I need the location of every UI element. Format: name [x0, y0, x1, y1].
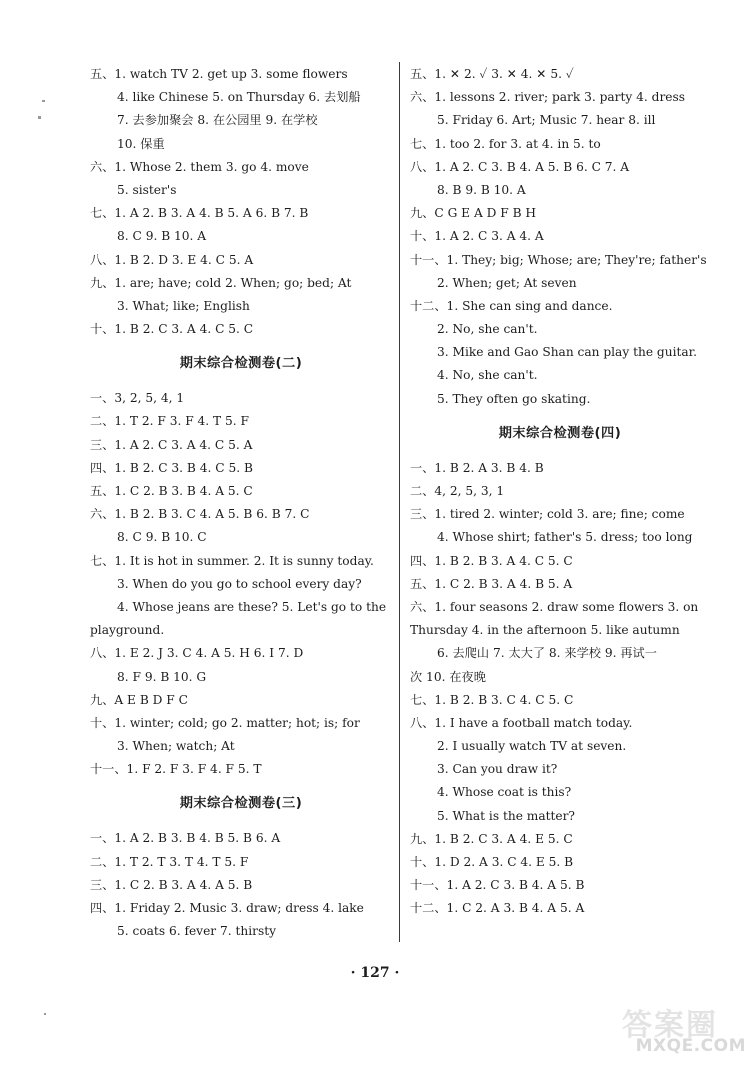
answer-line: 十一、1. They; big; Whose; are; They're; father's [410, 252, 707, 267]
answer-line: Thursday 4. in the afternoon 5. like autumn [410, 623, 680, 638]
scan-speck [42, 100, 45, 102]
answer-line: 3. When do you go to school every day? [117, 576, 362, 591]
answer-line: 三、1. C 2. B 3. A 4. A 5. B [90, 877, 253, 892]
answer-line: 九、1. B 2. C 3. A 4. E 5. C [410, 831, 573, 846]
answer-line: 六、1. B 2. B 3. C 4. A 5. B 6. B 7. C [90, 507, 310, 522]
answer-line: 6. 去爬山 7. 太大了 8. 来学校 9. 再试一 [437, 646, 657, 661]
page-number: · 127 · [350, 965, 400, 981]
answer-line: 5. What is the matter? [437, 808, 575, 823]
answer-line: 六、1. Whose 2. them 3. go 4. move [90, 159, 309, 174]
answer-line: 六、1. lessons 2. river; park 3. party 4. dress [410, 90, 685, 105]
right-column [410, 63, 710, 921]
answer-line: 4. Whose jeans are these? 5. Let's go to the [117, 599, 387, 614]
answer-line: 十一、1. F 2. F 3. F 4. F 5. T [90, 762, 262, 777]
answer-line: 九、1. are; have; cold 2. When; go; bed; At [90, 275, 352, 290]
answer-line: 4. Whose shirt; father's 5. dress; too long [437, 530, 693, 545]
answer-line: 2. I usually watch TV at seven. [437, 739, 627, 754]
answer-line: 5. They often go skating. [437, 391, 591, 406]
answer-line: 十二、1. C 2. A 3. B 4. A 5. A [410, 901, 585, 916]
answer-line: 七、1. A 2. B 3. A 4. B 5. A 6. B 7. B [90, 206, 309, 221]
answer-line: 10. 保重 [117, 136, 165, 151]
answer-line: 3. When; watch; At [117, 739, 235, 754]
answer-line: 八、1. E 2. J 3. C 4. A 5. H 6. I 7. D [90, 646, 304, 661]
answer-line: 一、1. A 2. B 3. B 4. B 5. B 6. A [90, 831, 281, 846]
answer-line: 5. Friday 6. Art; Music 7. hear 8. ill [437, 113, 656, 128]
watermark-site: MXQE.COM [635, 1036, 746, 1056]
answer-line: 二、1. T 2. F 3. F 4. T 5. F [90, 414, 250, 429]
answer-line: 十、1. B 2. C 3. A 4. C 5. C [90, 322, 254, 337]
answer-line: playground. [90, 623, 165, 638]
answer-line: 四、1. B 2. C 3. B 4. C 5. B [90, 460, 253, 475]
answer-line: 九、A E B D F C [90, 692, 188, 707]
column-divider [399, 62, 400, 942]
section-heading: 期末综合检测卷(二) [179, 356, 303, 372]
answer-line: 三、1. tired 2. winter; cold 3. are; fine; come [410, 507, 685, 522]
answer-line: 七、1. It is hot in summer. 2. It is sunny today. [90, 553, 374, 568]
answer-line: 5. sister's [117, 182, 177, 197]
section-heading: 期末综合检测卷(四) [498, 425, 622, 441]
answer-line: 一、3, 2, 5, 4, 1 [90, 391, 185, 406]
answer-line: 三、1. A 2. C 3. A 4. C 5. A [90, 437, 253, 452]
answer-line: 8. C 9. B 10. C [117, 530, 207, 545]
answer-line: 二、1. T 2. T 3. T 4. T 5. F [90, 854, 249, 869]
answer-line: 8. C 9. B 10. A [117, 229, 207, 244]
watermark-logo [618, 1000, 746, 1062]
scan-speck [38, 116, 41, 119]
answer-line: 3. Can you draw it? [437, 762, 558, 777]
answer-line: 一、1. B 2. A 3. B 4. B [410, 460, 544, 475]
answer-line: 5. coats 6. fever 7. thirsty [117, 924, 276, 939]
answer-line: 七、1. too 2. for 3. at 4. in 5. to [410, 136, 601, 151]
answer-line: 六、1. four seasons 2. draw some flowers 3. on [410, 599, 699, 614]
answer-line: 五、1. C 2. B 3. A 4. B 5. A [410, 576, 573, 591]
answer-line: 8. B 9. B 10. A [437, 182, 526, 197]
answer-line: 四、1. B 2. B 3. A 4. C 5. C [410, 553, 573, 568]
answer-line: 七、1. B 2. B 3. C 4. C 5. C [410, 692, 574, 707]
section-heading: 期末综合检测卷(三) [179, 796, 303, 812]
answer-line: 八、1. B 2. D 3. E 4. C 5. A [90, 252, 254, 267]
answer-line: 次 10. 在夜晚 [410, 669, 486, 684]
answer-line: 五、1. ✕ 2. ✓ 3. ✕ 4. ✕ 5. ✓ [410, 67, 574, 81]
answer-line: 五、1. watch TV 2. get up 3. some flowers [90, 67, 348, 81]
answer-line: 8. F 9. B 10. G [117, 669, 207, 684]
answer-line: 十、1. D 2. A 3. C 4. E 5. B [410, 855, 574, 869]
answer-line: 八、1. I have a football match today. [410, 715, 633, 730]
answer-line: 十一、1. A 2. C 3. B 4. A 5. B [410, 878, 585, 893]
answer-line: 二、4, 2, 5, 3, 1 [410, 484, 505, 498]
answer-line: 十、1. winter; cold; go 2. matter; hot; is; for [90, 715, 360, 730]
watermark-logo-text: 答案圈 [622, 1008, 718, 1043]
answer-line: 3. Mike and Gao Shan can play the guitar. [437, 345, 697, 360]
answer-line: 四、1. Friday 2. Music 3. draw; dress 4. lake [90, 901, 364, 915]
answer-line: 五、1. C 2. B 3. B 4. A 5. C [90, 484, 253, 498]
answer-line: 4. Whose coat is this? [437, 785, 572, 800]
answer-line: 2. No, she can't. [437, 322, 538, 337]
answer-line: 4. No, she can't. [437, 368, 538, 383]
answer-line: 7. 去参加聚会 8. 在公园里 9. 在学校 [117, 113, 318, 128]
answer-line: 3. What; like; English [117, 298, 250, 313]
left-column [90, 63, 392, 943]
answer-line: 2. When; get; At seven [437, 275, 577, 290]
answer-line: 4. like Chinese 5. on Thursday 6. 去划船 [117, 90, 361, 105]
answer-line: 十二、1. She can sing and dance. [410, 298, 613, 313]
answer-line: 十、1. A 2. C 3. A 4. A [410, 229, 544, 244]
scan-speck [44, 1013, 46, 1015]
answer-line: 八、1. A 2. C 3. B 4. A 5. B 6. C 7. A [410, 159, 630, 174]
answer-line: 九、C G E A D F B H [410, 206, 537, 221]
